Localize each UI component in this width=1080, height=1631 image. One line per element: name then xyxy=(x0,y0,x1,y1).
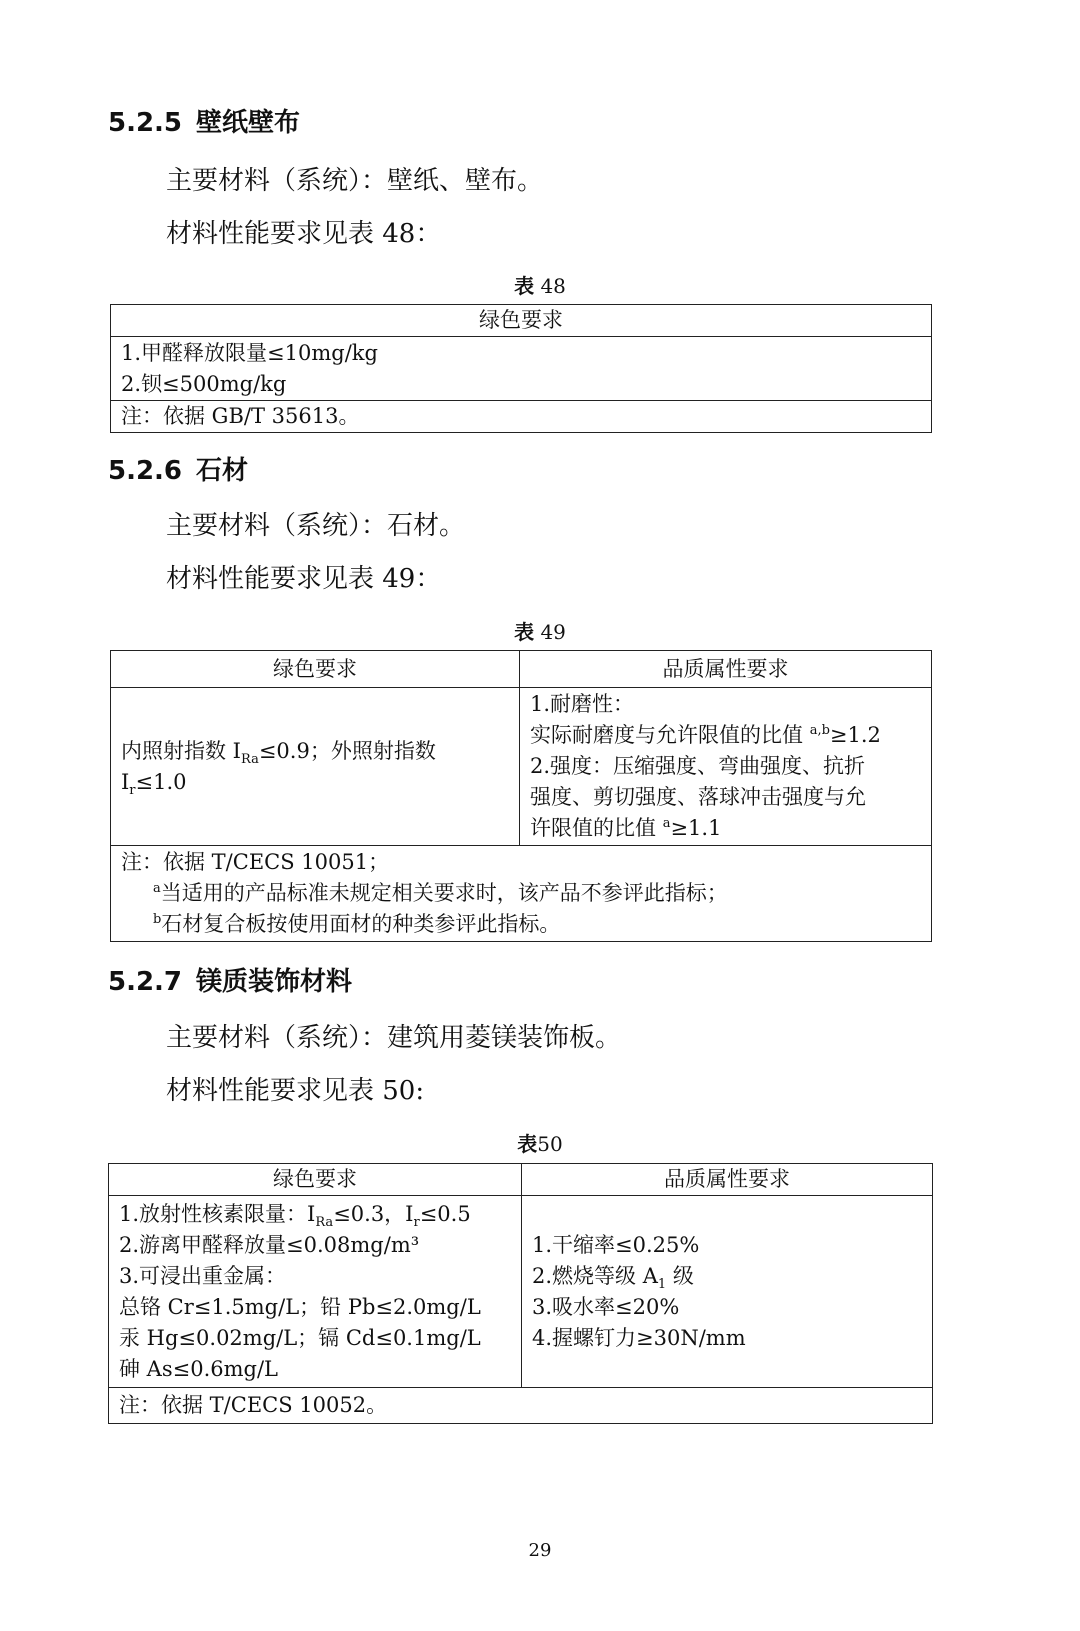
section-title: 石材 xyxy=(196,456,249,486)
text-fragment: 内照射指数 I xyxy=(121,738,241,763)
caption-number: 48 xyxy=(540,274,566,298)
text-fragment: 级 xyxy=(666,1263,694,1288)
main-materials-paragraph: 主要材料（系统）：壁纸、壁布。 xyxy=(166,166,544,196)
text-fragment: ≤0.3，I xyxy=(333,1201,414,1226)
caption-number: 49 xyxy=(540,620,566,644)
requirement-line: 砷 As≤0.6mg/L xyxy=(119,1356,278,1381)
table-49 xyxy=(110,650,932,942)
requirement-line xyxy=(530,813,921,844)
section-number: 5.2.7 xyxy=(108,967,183,997)
text-fragment: I xyxy=(121,769,130,794)
table-cell-green-requirements xyxy=(111,337,932,401)
text-fragment: ≤0.5 xyxy=(419,1201,471,1226)
footnote-text: 石材复合板按使用面材的种类参评此指标。 xyxy=(161,912,561,936)
note-line: 注：依据 T/CECS 10051； xyxy=(121,850,390,874)
table-header-quality: 品质属性要求 xyxy=(522,1164,933,1196)
table-cell-green-requirements xyxy=(111,688,520,846)
section-number: 5.2.6 xyxy=(108,456,183,486)
footnote-b xyxy=(121,909,921,940)
section-heading-5-2-5 xyxy=(108,110,300,136)
table-cell-green-requirements xyxy=(109,1196,522,1388)
requirement-line: 1.耐磨性： xyxy=(530,692,635,716)
section-title: 壁纸壁布 xyxy=(196,108,301,138)
table-header-green: 绿色要求 xyxy=(111,305,932,337)
table-50 xyxy=(108,1163,933,1424)
section-title: 镁质装饰材料 xyxy=(196,967,353,997)
requirement-line: 2.游离甲醛释放量≤0.08mg/m³ xyxy=(119,1232,420,1257)
table-cell-quality-requirements xyxy=(522,1196,933,1388)
table-reference-paragraph: 材料性能要求见表 50: xyxy=(166,1076,425,1106)
table-header-green: 绿色要求 xyxy=(111,651,520,688)
text-fragment: 1.放射性核素限量：I xyxy=(119,1201,316,1226)
subscript: 1 xyxy=(657,1276,667,1292)
table-caption-50 xyxy=(0,1134,1080,1154)
caption-label: 表 xyxy=(517,1132,538,1156)
requirement-line: 1.干缩率≤0.25% xyxy=(532,1232,700,1257)
table-header-green: 绿色要求 xyxy=(109,1164,522,1196)
text-fragment: ≤1.0 xyxy=(135,769,187,794)
footnote-marker: a xyxy=(153,881,161,896)
table-header-quality: 品质属性要求 xyxy=(520,651,932,688)
section-number: 5.2.5 xyxy=(108,108,183,138)
text-fragment: 2.燃烧等级 A xyxy=(532,1263,658,1288)
requirement-line: 2.强度：压缩强度、弯曲强度、抗折 xyxy=(530,754,866,778)
requirement-line xyxy=(121,736,509,767)
footnote-marker: a xyxy=(662,816,671,831)
text-fragment: ≥1.1 xyxy=(670,816,722,840)
text-fragment: ≤0.9；外照射指数 xyxy=(258,738,436,763)
section-heading-5-2-7 xyxy=(108,969,352,995)
requirement-line: 3.可浸出重金属： xyxy=(119,1263,287,1288)
table-reference-paragraph: 材料性能要求见表 49： xyxy=(166,564,442,594)
subscript: Ra xyxy=(315,1214,334,1230)
footnote-text: 当适用的产品标准未规定相关要求时，该产品不参评此指标； xyxy=(160,881,728,905)
requirement-line xyxy=(532,1261,922,1292)
requirement-line: 2.钡≤500mg/kg xyxy=(121,371,287,396)
table-48 xyxy=(110,304,932,433)
table-caption-49 xyxy=(0,622,1080,642)
requirement-line: 总铬 Cr≤1.5mg/L；铅 Pb≤2.0mg/L xyxy=(119,1294,481,1319)
footnote-marker: b xyxy=(153,912,162,927)
requirement-line xyxy=(121,767,509,798)
subscript: r xyxy=(129,782,136,798)
text-fragment: 实际耐磨度与允许限值的比值 xyxy=(530,723,803,747)
caption-number: 50 xyxy=(537,1132,563,1156)
main-materials-paragraph: 主要材料（系统）：建筑用菱镁装饰板。 xyxy=(166,1023,622,1053)
subscript: r xyxy=(413,1214,420,1230)
caption-label: 表 xyxy=(514,620,535,644)
page-number: 29 xyxy=(528,1540,552,1561)
requirement-line: 3.吸水率≤20% xyxy=(532,1294,680,1319)
table-note xyxy=(111,846,932,942)
main-materials-paragraph: 主要材料（系统）：石材。 xyxy=(166,511,466,541)
requirement-line xyxy=(530,720,921,751)
table-reference-paragraph: 材料性能要求见表 48： xyxy=(166,219,442,249)
text-fragment: 许限值的比值 xyxy=(530,816,656,840)
requirement-line: 汞 Hg≤0.02mg/L；镉 Cd≤0.1mg/L xyxy=(119,1325,481,1350)
table-cell-quality-requirements xyxy=(520,688,932,846)
text-fragment: ≥1.2 xyxy=(829,723,881,747)
caption-label: 表 xyxy=(514,274,535,298)
table-note: 注：依据 GB/T 35613。 xyxy=(111,401,932,433)
table-note: 注：依据 T/CECS 10052。 xyxy=(109,1388,933,1424)
footnote-a xyxy=(121,878,921,909)
requirement-line: 强度、剪切强度、落球冲击强度与允 xyxy=(530,785,866,809)
requirement-line: 1.甲醛释放限量≤10mg/kg xyxy=(121,340,378,365)
requirement-line: 4.握螺钉力≥30N/mm xyxy=(532,1325,746,1350)
footnote-marker: a,b xyxy=(809,723,830,738)
requirement-line xyxy=(119,1199,511,1230)
section-heading-5-2-6 xyxy=(108,458,248,484)
subscript: Ra xyxy=(240,751,259,767)
table-caption-48 xyxy=(0,276,1080,296)
